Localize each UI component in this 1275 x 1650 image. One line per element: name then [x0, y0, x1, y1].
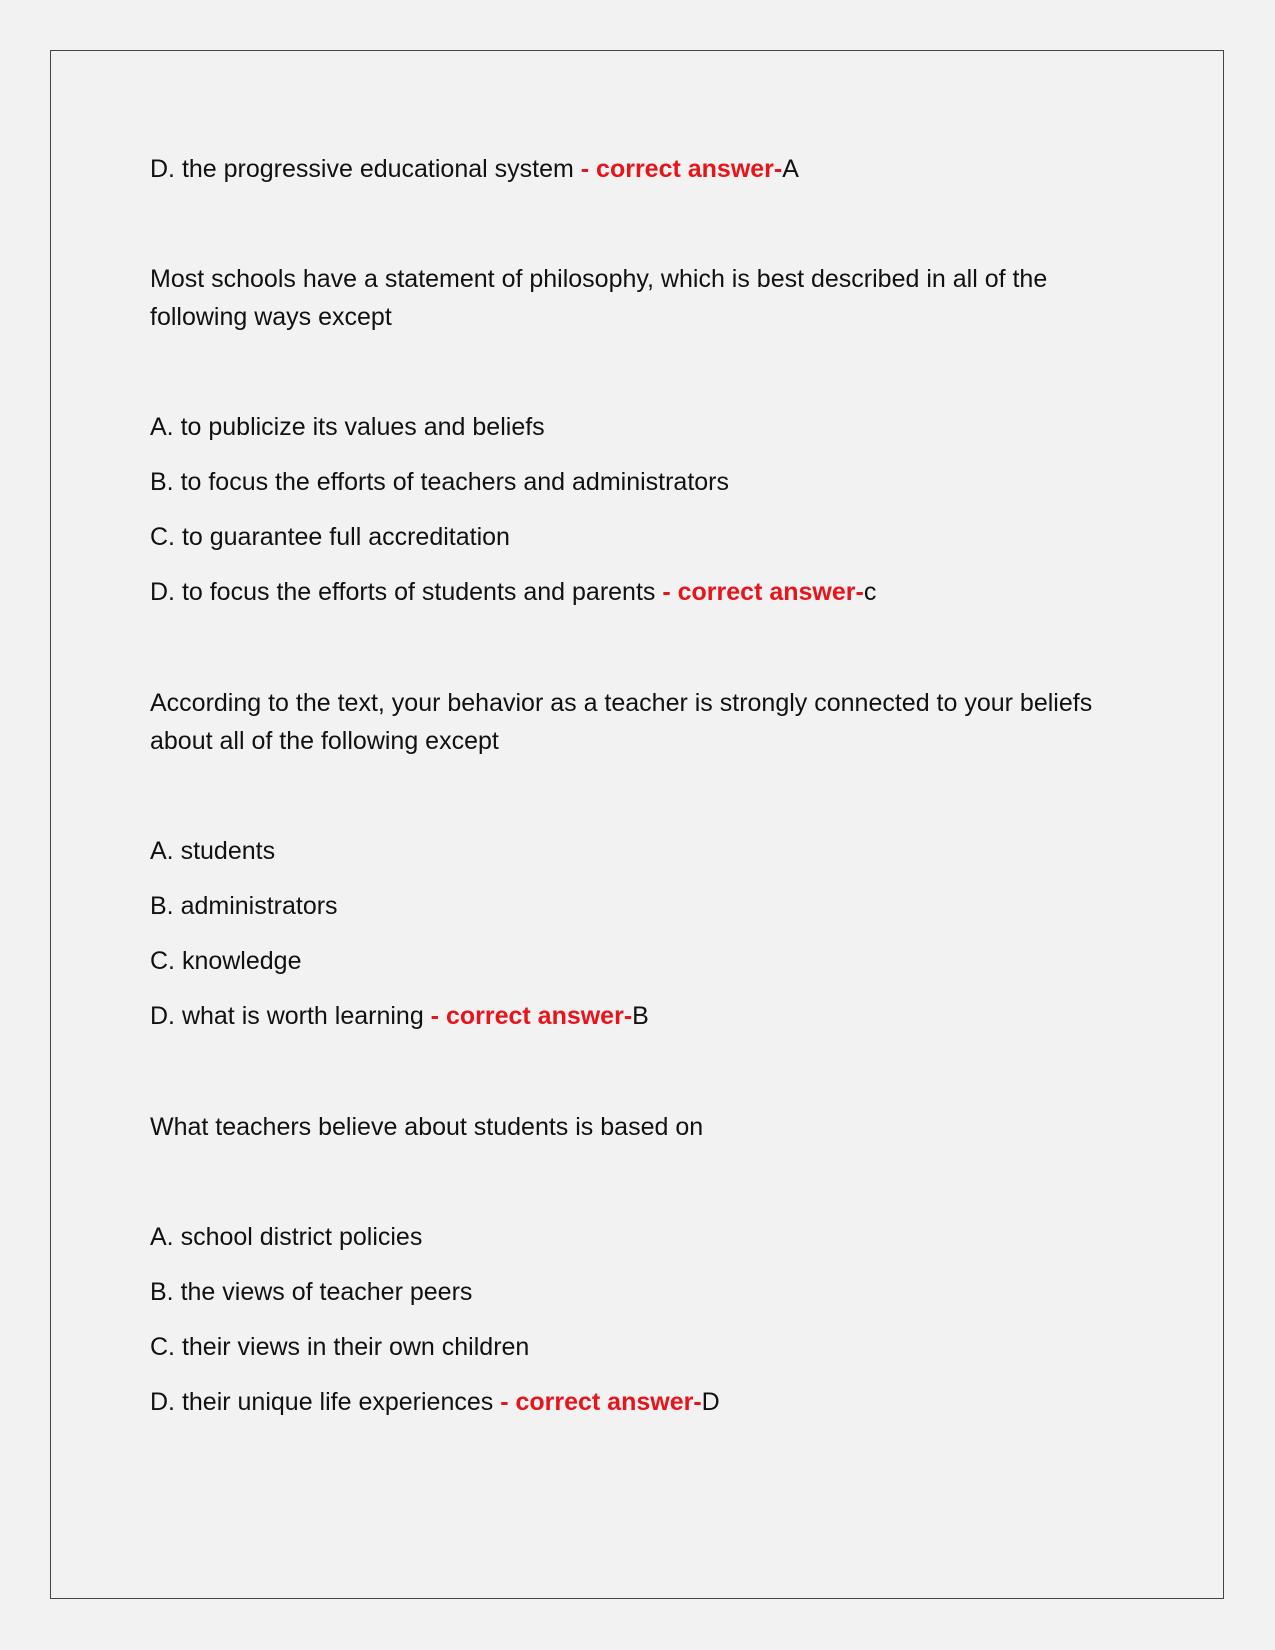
- correct-answer-marker: - correct answer-: [573, 155, 783, 183]
- question-text: According to the text, your behavior as a teacher is strongly connected to your beliefs about all of the following except: [150, 689, 1093, 755]
- option-text: A. school district policies: [150, 1223, 423, 1251]
- option-line: [150, 942, 301, 980]
- option-text: C. to guarantee full accreditation: [150, 523, 510, 551]
- option-text: B. administrators: [150, 892, 338, 920]
- option-text: D. what is worth learning: [150, 1002, 424, 1030]
- question-text: Most schools have a statement of philosophy, which is best described in all of the following ways except: [150, 265, 1048, 331]
- option-line: [150, 1273, 472, 1311]
- option-line: [150, 408, 545, 446]
- option-line: [150, 832, 275, 870]
- option-line: [150, 1328, 529, 1366]
- option-text: C. knowledge: [150, 947, 302, 975]
- option-text: D. the progressive educational system: [150, 155, 574, 183]
- option-line: [150, 1218, 422, 1256]
- correct-answer-marker: - correct answer-: [655, 578, 864, 606]
- option-line: [150, 997, 649, 1035]
- correct-answer-letter: A: [782, 155, 799, 183]
- correct-answer-letter: c: [863, 578, 877, 606]
- option-line: [150, 573, 876, 611]
- option-line: [150, 1383, 720, 1421]
- correct-answer-letter: B: [632, 1002, 649, 1030]
- option-line: [150, 463, 729, 501]
- option-text: B. to focus the efforts of teachers and administrators: [150, 468, 730, 496]
- option-text: C. their views in their own children: [150, 1333, 530, 1361]
- option-text: A. to publicize its values and beliefs: [150, 413, 545, 441]
- option-text: D. to focus the efforts of students and parents: [150, 578, 656, 606]
- correct-answer-marker: - correct answer-: [423, 1002, 633, 1030]
- option-text: D. their unique life experiences: [150, 1388, 494, 1416]
- question-text: What teachers believe about students is based on: [150, 1113, 704, 1141]
- option-line: [150, 150, 799, 188]
- option-text: B. the views of teacher peers: [150, 1278, 473, 1306]
- option-line: [150, 518, 510, 556]
- option-line: [150, 887, 338, 925]
- correct-answer-letter: D: [701, 1388, 720, 1416]
- option-text: A. students: [150, 837, 276, 865]
- correct-answer-marker: - correct answer-: [493, 1388, 702, 1416]
